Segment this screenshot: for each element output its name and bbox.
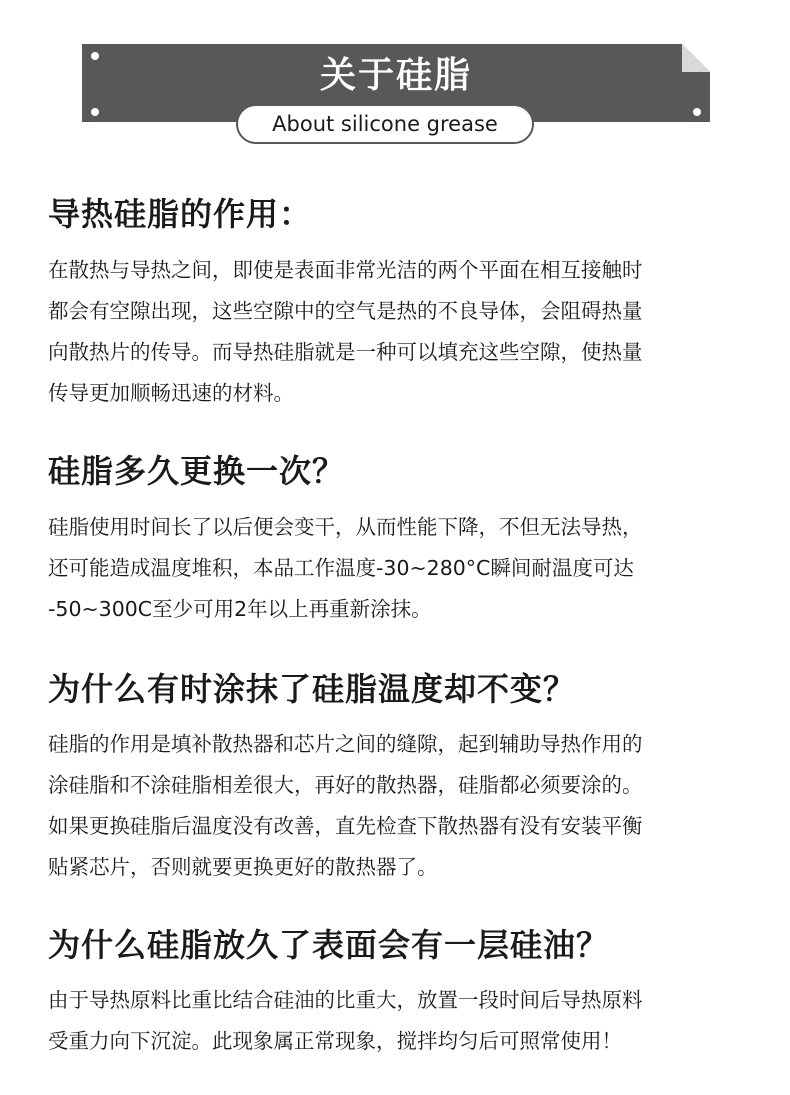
section-heading: 为什么有时涂抹了硅脂温度却不变？ [48, 670, 577, 708]
paragraph-line: 贴紧芯片，否则就要更换更好的散热器了。 [48, 855, 438, 879]
paragraph-line: 都会有空隙出现，这些空隙中的空气是热的不良导体，会阻碍热量 [48, 299, 643, 323]
paragraph-line: 还可能造成温度堆积，本品工作温度-30~280°C瞬间耐温度可达 [48, 556, 634, 580]
paragraph-line: -50~300C至少可用2年以上再重新涂抹。 [48, 597, 432, 621]
paragraph-line: 向散热片的传导。而导热硅脂就是一种可以填充这些空隙，使热量 [48, 340, 643, 364]
section-paragraph [48, 507, 748, 630]
section-paragraph [48, 980, 748, 1062]
section-paragraph [48, 724, 748, 888]
paragraph-line: 涂硅脂和不涂硅脂相差很大，再好的散热器，硅脂都必须要涂的。 [48, 773, 643, 797]
paragraph-line: 受重力向下沉淀。此现象属正常现象，搅拌均匀后可照常使用！ [48, 1029, 622, 1053]
rivet-dot-icon [91, 108, 99, 116]
paragraph-line: 硅脂使用时间长了以后便会变干，从而性能下降，不但无法导热， [48, 515, 643, 539]
section-heading: 硅脂多久更换一次？ [48, 452, 346, 490]
paragraph-line: 传导更加顺畅迅速的材料。 [48, 381, 294, 405]
rivet-dot-icon [693, 108, 701, 116]
paragraph-line: 如果更换硅脂后温度没有改善，直先检查下散热器有没有安装平衡 [48, 814, 643, 838]
section-heading: 为什么硅脂放久了表面会有一层硅油？ [48, 926, 610, 964]
page-title: 关于硅脂 [319, 55, 472, 96]
section-heading: 导热硅脂的作用： [48, 195, 313, 233]
paragraph-line: 硅脂的作用是填补散热器和芯片之间的缝隙，起到辅助导热作用的 [48, 732, 643, 756]
paragraph-line: 在散热与导热之间，即使是表面非常光洁的两个平面在相互接触时 [48, 258, 643, 282]
page-subtitle: About silicone grease [236, 104, 534, 144]
section-paragraph [48, 250, 748, 414]
paragraph-line: 由于导热原料比重比结合硅油的比重大，放置一段时间后导热原料 [48, 988, 643, 1012]
